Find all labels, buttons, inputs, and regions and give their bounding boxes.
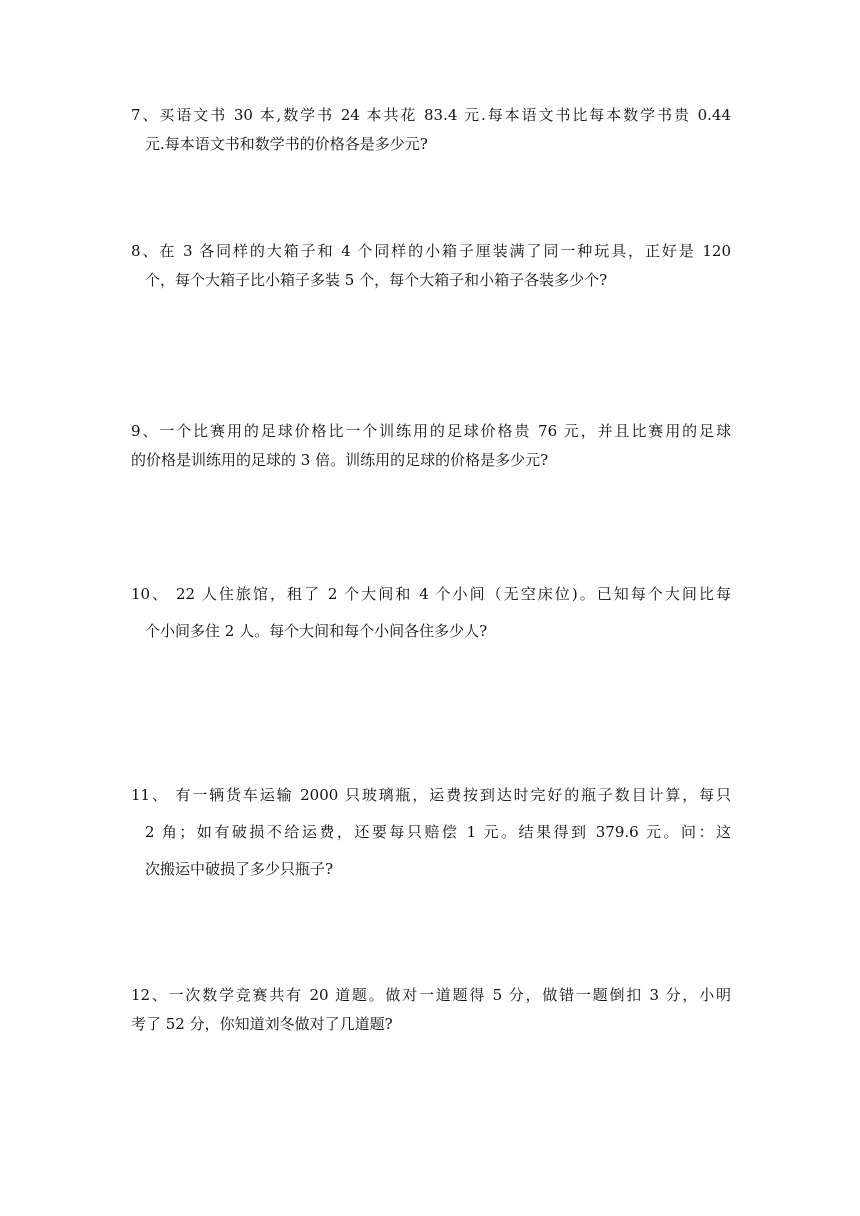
question-9-line-2: 的价格是训练用的足球的 3 倍。训练用的足球的价格是多少元? <box>131 451 549 469</box>
question-7-line-1: 7、买语文书 30 本,数学书 24 本共花 83.4 元.每本语文书比每本数学书贵 0.44 <box>131 106 731 124</box>
question-8 <box>131 237 731 295</box>
question-10-line-1: 10、 22 人住旅馆，租了 2 个大间和 4 个小间（无空床位)。已知每个大间比每 <box>131 585 731 603</box>
question-7 <box>131 101 731 159</box>
question-11 <box>131 777 731 888</box>
question-9-line-1: 9、一个比赛用的足球价格比一个训练用的足球价格贵 76 元，并且比赛用的足球 <box>131 422 731 440</box>
question-12-line-2: 考了 52 分，你知道刘冬做对了几道题? <box>131 1015 393 1033</box>
question-11-line-3: 次搬运中破损了多少只瓶子? <box>145 860 334 878</box>
question-10 <box>131 576 731 650</box>
question-12-line-1: 12、一次数学竞赛共有 20 道题。做对一道题得 5 分，做错一题倒扣 3 分，小明 <box>131 986 731 1004</box>
question-7-line-2: 元.每本语文书和数学书的价格各是多少元? <box>145 135 428 153</box>
question-9 <box>131 417 731 475</box>
question-11-line-2: 2 角；如有破损不给运费，还要每只赔偿 1 元。结果得到 379.6 元。问：这 <box>145 823 731 841</box>
question-11-line-1: 11、 有一辆货车运输 2000 只玻璃瓶，运费按到达时完好的瓶子数目计算，每只 <box>131 786 731 804</box>
question-12 <box>131 981 731 1039</box>
question-8-line-2: 个，每个大箱子比小箱子多装 5 个，每个大箱子和小箱子各装多少个? <box>145 271 608 289</box>
question-8-line-1: 8、在 3 各同样的大箱子和 4 个同样的小箱子厘装满了同一种玩具，正好是 120 <box>131 242 731 260</box>
question-10-line-2: 个小间多住 2 人。每个大间和每个小间各住多少人? <box>145 622 488 640</box>
